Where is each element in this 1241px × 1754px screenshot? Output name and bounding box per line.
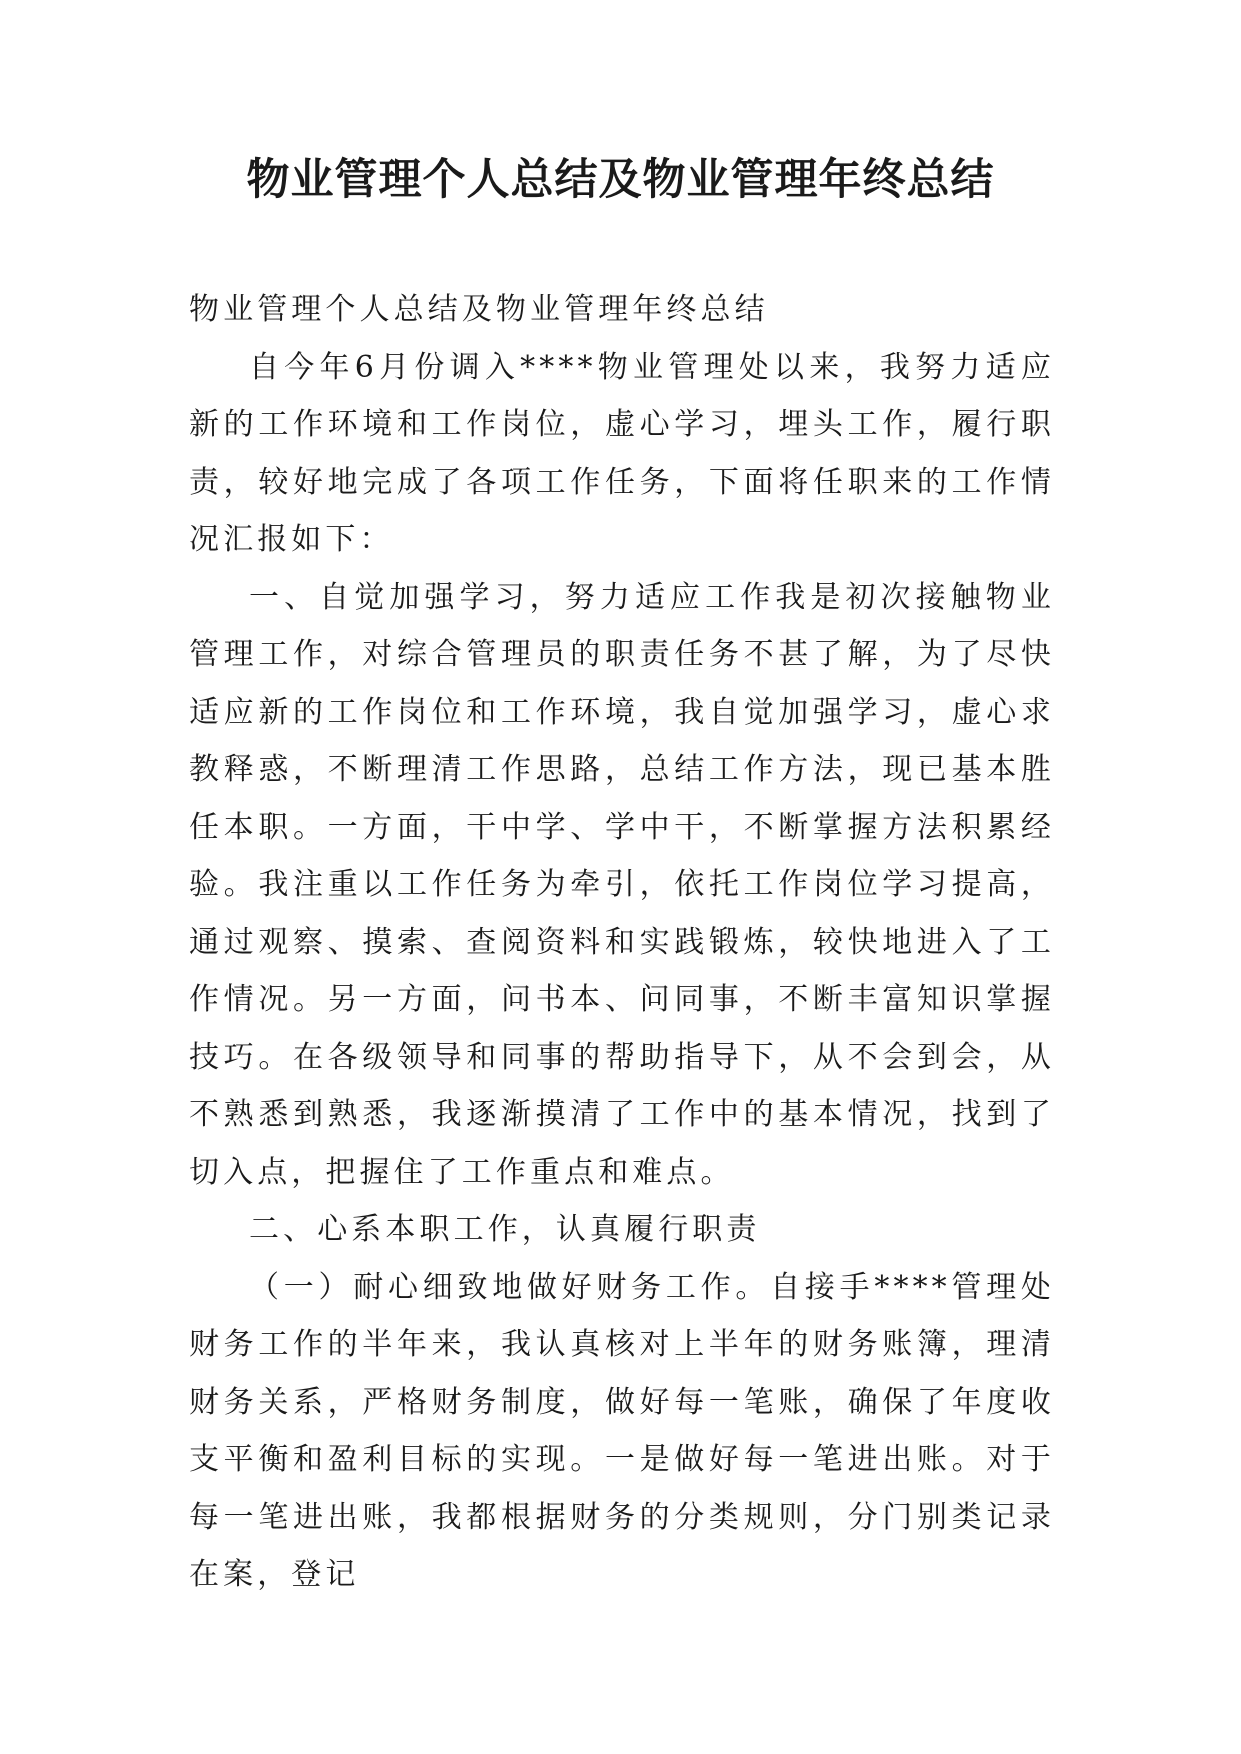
finance-paragraph: （一）耐心细致地做好财务工作。自接手****管理处财务工作的半年来，我认真核对上半年的财务账簿，理清财务关系，严格财务制度，做好每一笔账，确保了年度收支平衡和盈利目标的实现。一是做好每一笔进出账。对于每一笔进出账，我都根据财务的分类规则，分门别类记录在案，登记	[189, 1269, 1055, 1592]
section-two-heading: 二、心系本职工作，认真履行职责	[249, 1212, 761, 1247]
subtitle-paragraph: 物业管理个人总结及物业管理年终总结	[189, 292, 769, 327]
document-title: 物业管理个人总结及物业管理年终总结	[246, 155, 995, 205]
section-one-paragraph: 一、自觉加强学习，努力适应工作我是初次接触物业管理工作，对综合管理员的职责任务不甚了解，为了尽快适应新的工作岗位和工作环境，我自觉加强学习，虚心求教释惑，不断理清工作思路，总结工作方法，现已基本胜任本职。一方面，干中学、学中干，不断掌握方法积累经验。我注重以工作任务为牵引，依托工作岗位学习提高，通过观察、摸索、查阅资料和实践锻炼，较快地进入了工作情况。另一方面，问书本、问同事，不断丰富知识掌握技巧。在各级领导和同事的帮助指导下，从不会到会，从不熟悉到熟悉，我逐渐摸清了工作中的基本情况，找到了切入点，把握住了工作重点和难点。	[189, 579, 1055, 1190]
intro-paragraph: 自今年6月份调入****物业管理处以来，我努力适应新的工作环境和工作岗位，虚心学习，埋头工作，履行职责，较好地完成了各项工作任务，下面将任职来的工作情况汇报如下：	[189, 349, 1055, 557]
document-body	[189, 281, 1055, 1604]
